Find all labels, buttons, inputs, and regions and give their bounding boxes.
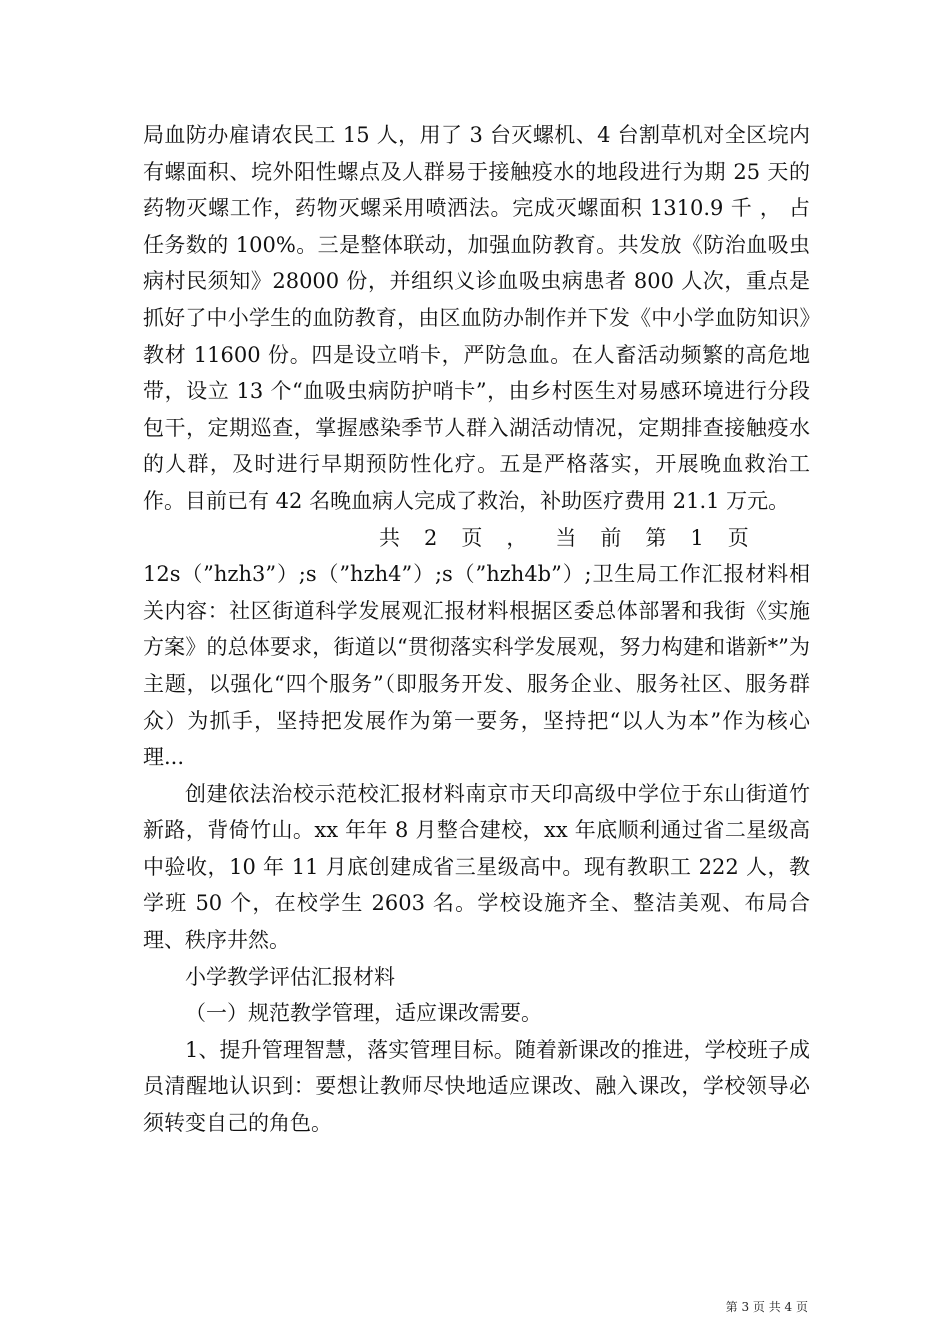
paragraph-school-rule-of-law: 创建依法治校示范校汇报材料南京市天印高级中学位于东山街道竹新路，背倚竹山。xx 年年 8 月整合建校，xx 年底顺利通过省二星级高中验收，10 年 11 月底创建成省三星级高中。现有教职工 222 人，教学班 50 个，在校学生 2603 名。学校设施齐全、整洁美观、布局合理、秩序井然。 xyxy=(143,781,810,953)
page-counter xyxy=(143,520,810,557)
page-counter-current: 1 xyxy=(690,525,704,550)
paragraph-management-wisdom: 1、提升管理智慧，落实管理目标。随着新课改的推进，学校班子成员清醒地认识到：要想让教师尽快地适应课改、融入课改，学校领导必须转变自己的角色。 xyxy=(143,1037,810,1136)
page-counter-separator: ， xyxy=(506,525,528,550)
page-footer: 第 3 页 共 4 页 xyxy=(725,1300,808,1314)
subsection-heading-teaching-management: （一）规范教学管理，适应课改需要。 xyxy=(185,1001,542,1026)
page-counter-current-prefix: 当前第 xyxy=(555,525,691,550)
document-body xyxy=(143,117,810,1142)
paragraph-snail-control: 局血防办雇请农民工 15 人，用了 3 台灭螺机、4 台割草机对全区垸内有螺面积、垸外阳性螺点及人群易于接触疫水的地段进行为期 25 天的药物灭螺工作，药物灭螺采用喷洒法。完成灭螺面积 1310.9 千 ， 占任务数的 100%。三是整体联动，加强血防教育。共发放《防治血吸虫病村民须知》28000 份，并组织义诊血吸虫病患者 800 人次，重点是抓好了中小学生的血防教育，由区血防办制作并下发《中小学血防知识》教材 11600 份。四是设立哨卡，严防急血。在人畜活动频繁的高危地带，设立 13 个“血吸虫病防护哨卡”，由乡村医生对易感环境进行分段包干，定期巡查，掌握感染季节人群入湖活动情况，定期排查接触疫水的人群，及时进行早期预防性化疗。五是严格落实，开展晚血救治工作。目前已有 42 名晚血病人完成了救治，补助医疗费用 21.1 万元。 xyxy=(143,123,810,513)
page-counter-current-suffix: 页 xyxy=(727,525,749,550)
page-counter-total-prefix: 共 xyxy=(379,525,400,550)
paragraph-related-content: 12s（”hzh3”）;s（”hzh4”）;s（”hzh4b”）;卫生局工作汇报材料相关内容：社区街道科学发展观汇报材料根据区委总体部署和我街《实施方案》的总体要求，街道以“贯彻落实科学发展观，努力构建和谐新*”为主题，以强化“四个服务”（即服务开发、服务企业、服务社区、服务群众）为抓手，坚持把发展作为第一要务，坚持把“以人为本”作为核心理... xyxy=(143,562,810,770)
section-heading-teaching-evaluation: 小学教学评估汇报材料 xyxy=(185,964,395,989)
page-counter-total-suffix: 页 xyxy=(461,525,483,550)
page-counter-total: 2 xyxy=(424,525,438,550)
